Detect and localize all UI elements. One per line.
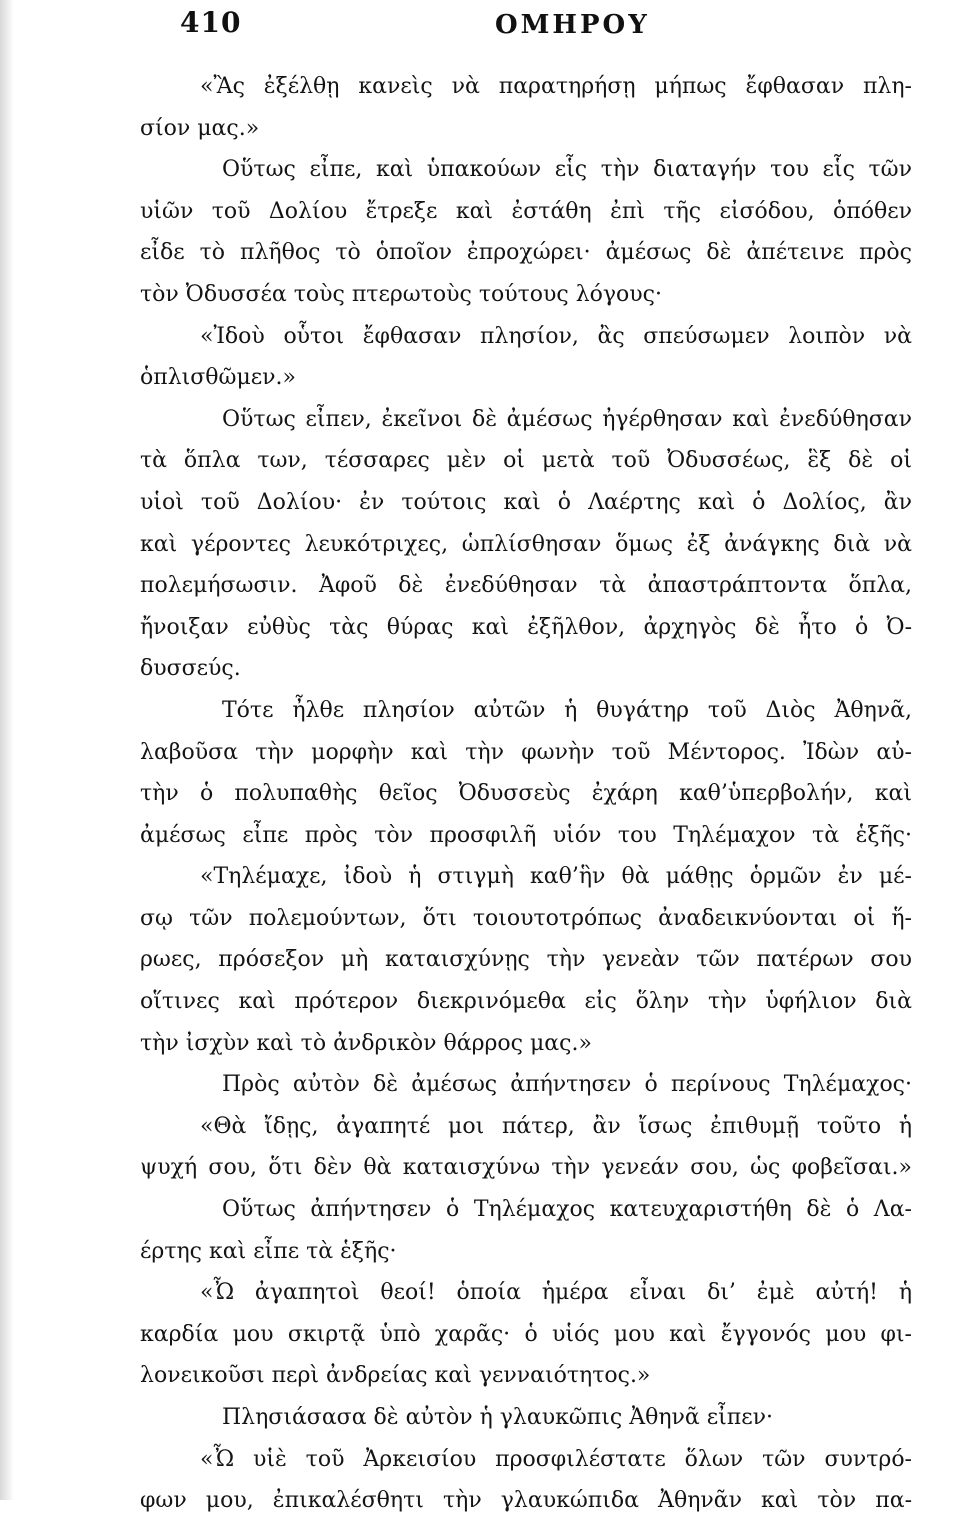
text-line: πολεμήσωσιν. Ἀφοῦ δὲ ἐνεδύθησαν τὰ ἀπαστράπτοντα ὅπλα, bbox=[140, 573, 912, 599]
text-line: ἤνοιξαν εὐθὺς τὰς θύρας καὶ ἐξῆλθον, ἀρχηγὸς δὲ ἦτο ὁ Ὀ- bbox=[140, 614, 912, 640]
text-line: Οὕτως εἶπεν, ἐκεῖνοι δὲ ἀμέσως ἠγέρθησαν καὶ ἐνεδύθησαν bbox=[222, 406, 912, 432]
text-line: υἱῶν τοῦ Δολίου ἔτρεξε καὶ ἐστάθη ἐπὶ τῆς εἰσόδου, ὁπόθεν bbox=[140, 198, 912, 224]
text-line: σίον μας.» bbox=[140, 115, 260, 141]
text-line: σῳ τῶν πολεμούντων, ὅτι τοιουτοτρόπως ἀναδεικνύονται οἱ ἥ- bbox=[140, 905, 912, 931]
text-line: «Τηλέμαχε, ἰδοὺ ἡ στιγμὴ καθ’ἣν θὰ μάθῃς ὁρμῶν ἐν μέ- bbox=[200, 864, 912, 890]
text-line: Οὕτως ἀπήντησεν ὁ Τηλέμαχος κατευχαριστήθη δὲ ὁ Λα- bbox=[222, 1197, 912, 1223]
text-line: ἀμέσως εἶπε πρὸς τὸν προσφιλῆ υἱόν του Τηλέμαχον τὰ ἑξῆς· bbox=[140, 822, 912, 848]
text-line: «Θὰ ἴδῃς, ἀγαπητέ μοι πάτερ, ἂν ἴσως ἐπιθυμῇ τοῦτο ἡ bbox=[200, 1113, 912, 1139]
running-head: ΟΜΗΡΟΥ bbox=[495, 10, 650, 40]
text-line: τὴν ἰσχὺν καὶ τὸ ἀνδρικὸν θάρρος μας.» bbox=[140, 1030, 592, 1056]
text-line: οἵτινες καὶ πρότερον διεκρινόμεθα εἰς ὅλην τὴν ὑφήλιον διὰ bbox=[140, 989, 912, 1015]
page-edge-shadow bbox=[0, 0, 14, 1500]
text-line: ὁπλισθῶμεν.» bbox=[140, 365, 296, 391]
text-line: Πρὸς αὐτὸν δὲ ἀμέσως ἀπήντησεν ὁ περίνους Τηλέμαχος· bbox=[222, 1072, 912, 1098]
text-line: Πλησιάσασα δὲ αὐτὸν ἡ γλαυκῶπις Ἀθηνᾶ εἶπεν· bbox=[222, 1405, 773, 1430]
text-line: έρτης καὶ εἶπε τὰ ἑξῆς· bbox=[140, 1238, 397, 1264]
page-number: 410 bbox=[180, 6, 242, 39]
text-line: εἶδε τὸ πλῆθος τὸ ὁποῖον ἐπροχώρει· ἀμέσως δὲ ἀπέτεινε πρὸς bbox=[140, 240, 912, 266]
text-line: υἱοὶ τοῦ Δολίου· ἐν τούτοις καὶ ὁ Λαέρτης καὶ ὁ Δολίος, ἂν bbox=[140, 489, 912, 515]
text-line: Οὕτως εἶπε, καὶ ὑπακούων εἷς τὴν διαταγήν του εἷς τῶν bbox=[222, 157, 912, 183]
text-line: τὸν Ὀδυσσέα τοὺς πτερωτοὺς τούτους λόγους· bbox=[140, 281, 662, 307]
text-line: καὶ γέροντες λευκότριχες, ὡπλίσθησαν ὅμως ἐξ ἀνάγκης διὰ νὰ bbox=[140, 531, 912, 557]
text-line: δυσσεύς. bbox=[140, 656, 241, 682]
text-line: τὰ ὅπλα των, τέσσαρες μὲν οἱ μετὰ τοῦ Ὀδυσσέως, ἓξ δὲ οἱ bbox=[140, 448, 912, 474]
text-line: «Ἂς ἐξέλθῃ κανεὶς νὰ παρατηρήσῃ μήπως ἔφθασαν πλη- bbox=[200, 74, 912, 99]
text-line: φων μου, ἐπικαλέσθητι τὴν γλαυκώπιδα Ἀθηνᾶν καὶ τὸν πα- bbox=[140, 1488, 912, 1514]
text-line: «Ὦ υἱὲ τοῦ Ἀρκεισίου προσφιλέστατε ὅλων τῶν συντρό- bbox=[200, 1446, 912, 1472]
text-line: ρωες, πρόσεξον μὴ καταισχύνῃς τὴν γενεὰν τῶν πατέρων σου bbox=[140, 947, 912, 973]
text-line: «Ἰδοὺ οὗτοι ἔφθασαν πλησίον, ἂς σπεύσωμεν λοιπὸν νὰ bbox=[200, 323, 912, 349]
text-line: «Ὦ ἀγαπητοὶ θεοί! ὁποία ἡμέρα εἶναι δι’ ἐμὲ αὐτή! ἡ bbox=[200, 1280, 912, 1306]
text-line: λαβοῦσα τὴν μορφὴν καὶ τὴν φωνὴν τοῦ Μέντορος. Ἰδὼν αὐ- bbox=[140, 739, 912, 765]
text-line: Τότε ἦλθε πλησίον αὐτῶν ἡ θυγάτηρ τοῦ Διὸς Ἀθηνᾶ, bbox=[222, 697, 912, 723]
text-line: λονεικοῦσι περὶ ἀνδρείας καὶ γενναιότητος.» bbox=[140, 1363, 651, 1389]
text-line: καρδία μου σκιρτᾷ ὑπὸ χαρᾶς· ὁ υἱός μου καὶ ἔγγονός μου φι- bbox=[140, 1321, 912, 1347]
body-text bbox=[140, 66, 912, 1522]
text-line: τὴν ὁ πολυπαθὴς θεῖος Ὀδυσσεὺς ἐχάρη καθ’ὑπερβολήν, καὶ bbox=[140, 781, 912, 807]
text-line: ψυχή σου, ὅτι δὲν θὰ καταισχύνω τὴν γενεάν σου, ὡς φοβεῖσαι.» bbox=[140, 1155, 912, 1181]
